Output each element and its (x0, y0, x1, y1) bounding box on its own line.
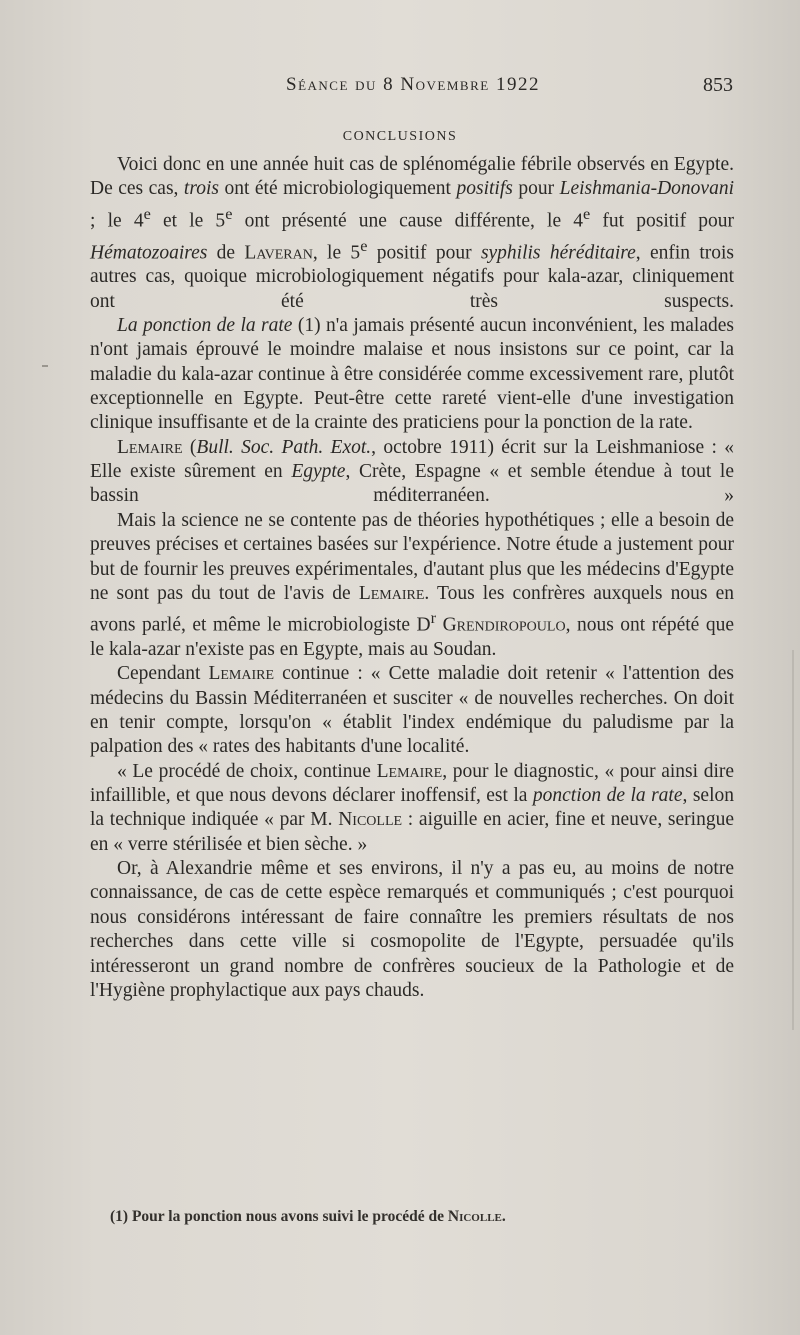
footnote-text: . (501, 1208, 506, 1225)
p6-text: : aiguille en acier, fine et neuve, seringue en « verre stérilisée et bien sèche. » (90, 809, 734, 855)
p1-author-name: Laveran (244, 242, 313, 264)
p3-emphasis: Egypte (291, 461, 346, 483)
p1-text: ont présenté une cause différente, le 4 (232, 210, 584, 232)
running-head (0, 74, 800, 104)
p1-superscript: e (360, 236, 368, 255)
p1-text: pour (512, 178, 560, 200)
p4-author-name: Grendiropoulo (442, 614, 566, 636)
p1-superscript: e (225, 204, 233, 223)
paragraph-3 (90, 436, 734, 509)
p1-emphasis: positifs (456, 178, 513, 200)
p5-text: continue : « Cette maladie doit retenir « l'attention des médecins du Bassin Méditerranéen et susciter « de nouvelles recherches. On doit en tenir compte, lorsqu'on « établit l'index endémique du paludisme par la palpation des « rates des habitants d'une localité. (90, 663, 735, 758)
p1-text: et le 5 (150, 210, 226, 232)
p4-text: , nous ont répété que le kala-azar n'existe pas en Egypte, mais au Soudan. (90, 614, 734, 661)
page-edge-shadow (792, 650, 794, 1030)
paragraph-2 (90, 314, 734, 436)
p1-superscript: e (143, 204, 151, 223)
p4-text: Mais la science ne se contente pas de théories hypothétiques ; elle a besoin de preuves précises et certaines basées sur l'expérience. Notre étude a justement pour but de fournir les preuves expérimentales, d'autant plus que les médecins d'Egypte ne sont pas du tout de l'avis de (90, 509, 734, 604)
p6-author-name: Nicolle (338, 809, 403, 831)
p3-text: , Crète, Espagne « et semble étendue à tout le bassin méditerranéen. » (90, 461, 734, 507)
footnote-text: (1) Pour la ponction nous avons suivi le procédé de (110, 1208, 448, 1225)
p3-author-name: Lemaire (117, 436, 183, 458)
p2-emphasis: La ponction de la rate (117, 315, 293, 337)
p1-emphasis: Hématozoaires (90, 242, 208, 264)
p1-superscript: e (583, 204, 591, 223)
p1-emphasis: syphilis héréditaire (480, 242, 636, 264)
p6-author-name: Lemaire (376, 760, 443, 782)
page-number: 853 (703, 74, 733, 96)
p1-text: ont été microbiologiquement (218, 178, 457, 200)
p3-text: ( (182, 436, 197, 458)
body-text (90, 153, 734, 1003)
p1-text: ; le 4 (90, 210, 144, 232)
p7-text: Or, à Alexandrie même et ses environs, il n'y a pas eu, au moins de notre connaissance, de cas de cette espèce remarqués et communiqués ; c'est pourquoi nous considérons intéressant de faire connaître les premiers résultats de nos recherches dans cette ville si cosmopolite de l'Egypte, persuadée qu'ils intéresseront un grand nombre de confrères soucieux de la Pathologie et de l'Hygiène prophylactique aux pays chauds. (90, 858, 734, 1001)
p5-text: Cependant (117, 663, 209, 685)
p1-text: positif pour (367, 242, 481, 264)
p6-text: , selon la technique indiquée « par M. (90, 785, 734, 831)
p3-text: , octobre 1911) écrit sur la Leishmaniose : « Elle existe sûrement en (90, 436, 734, 483)
p1-text: , le 5 (312, 242, 361, 264)
p1-emphasis: Leishmania-Donovani (559, 178, 734, 200)
p6-text: « Le procédé de choix, continue (117, 760, 377, 782)
footnote (110, 1208, 506, 1226)
paragraph-1 (90, 153, 734, 314)
p1-text: Voici donc en une année huit cas de splénomégalie fébrile observés en Egypte. De ces cas, (90, 154, 734, 200)
paragraph-5 (90, 662, 734, 759)
p1-text: , enfin trois autres cas, quoique microbiologiquement négatifs pour kala-azar, cliniquement ont été très suspects. (90, 242, 735, 312)
p4-author-name: Lemaire (358, 582, 425, 604)
p2-text: (1) n'a jamais présenté aucun inconvénient, les malades n'ont jamais éprouvé le moindre malaise et nous insistons sur ce point, car la maladie du kala-azar continue à être considérée comme excessivement rare, plutôt exceptionnelle en Egypte. Peut-être cette rareté vient-elle d'une investigation clinique insuffisante et de la crainte des praticiens pour la ponction de la rate. (90, 315, 734, 434)
p5-author-name: Lemaire (208, 663, 275, 685)
paragraph-6 (90, 760, 734, 857)
footnote-author-name: Nicolle (447, 1208, 502, 1225)
p1-emphasis: trois (183, 178, 219, 200)
running-head-title: Séance du 8 Novembre 1922 (286, 74, 540, 95)
margin-mark (42, 365, 48, 367)
p6-emphasis: ponction de la rate (532, 785, 683, 807)
paragraph-7 (90, 857, 734, 1003)
p1-text: de (207, 242, 245, 264)
p3-journal-title: Bull. Soc. Path. Exot. (196, 436, 372, 458)
p4-text: . Tous les confrères auxquels nous en avons parlé, et même le microbiologiste D (90, 582, 734, 636)
p1-text: fut positif pour (590, 210, 734, 232)
section-heading: CONCLUSIONS (342, 129, 458, 144)
paragraph-4 (90, 509, 734, 663)
p4-superscript: r (430, 609, 437, 628)
p6-text: , pour le diagnostic, « pour ainsi dire infaillible, et que nous devons déclarer inoffensif, est la (90, 760, 735, 807)
